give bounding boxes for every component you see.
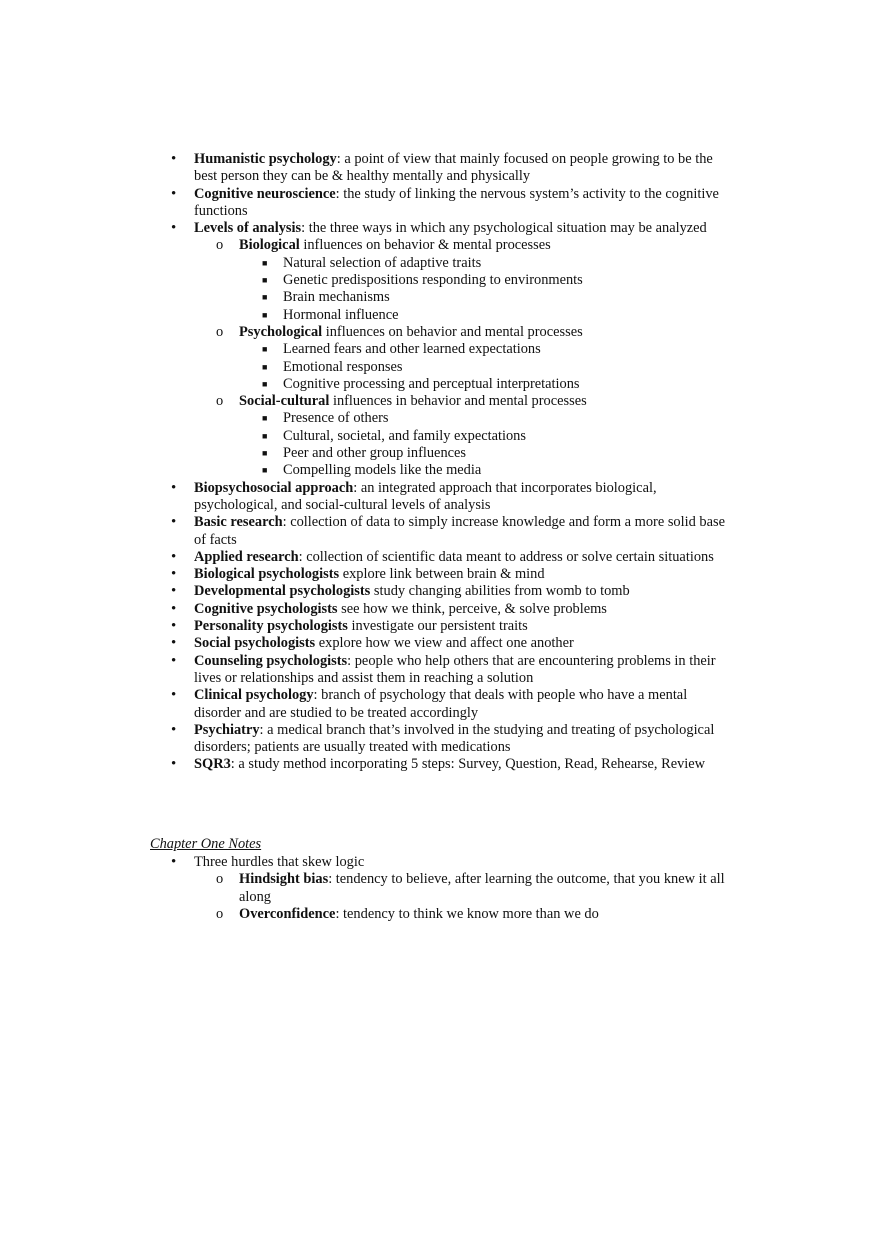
bullet-marker: •: [171, 618, 177, 635]
list-item-level-3: [0, 359, 743, 376]
list-item-level-3: [0, 410, 743, 427]
term: Developmental psychologists: [194, 583, 371, 600]
list-item-level-1: [0, 583, 734, 600]
term: Social-cultural: [239, 393, 330, 410]
list-item-level-1: [0, 618, 734, 635]
list-item-level-2: [0, 871, 739, 906]
definition-text: : a point of view that mainly focused on people growing to be the best person they can be & healthy mentally and physically: [194, 151, 713, 185]
bullet-marker: •: [171, 721, 177, 738]
bullet-marker: •: [171, 854, 177, 870]
definition-text: : a medical branch that’s involved in the studying and treating of psychological disorders; patients are usually treated with medications: [194, 721, 715, 756]
bullet-marker: •: [171, 566, 177, 583]
bullet-marker: o: [216, 393, 224, 410]
definition-text: Learned fears and other learned expectations: [283, 341, 541, 358]
term: Humanistic psychology: [194, 151, 337, 167]
list-item-level-2: [0, 324, 739, 341]
term: Clinical psychology: [194, 687, 314, 704]
list-item-level-1: [0, 854, 734, 871]
term: Cognitive psychologists: [194, 600, 338, 617]
definition-text: : tendency to believe, after learning the outcome, that you knew it all along: [239, 871, 725, 905]
term: Biological psychologists: [194, 566, 340, 583]
list-item-level-1: [0, 151, 734, 186]
bullet-marker: o: [216, 323, 224, 340]
bullet-marker: ■: [262, 309, 268, 320]
term: Personality psychologists: [194, 618, 348, 635]
definition-text: : a study method incorporating 5 steps: Survey, Question, Read, Rehearse, Review: [230, 756, 706, 773]
definition-text: : people who help others that are encountering problems in their lives or relationships and assist them in reaching a solution: [194, 652, 716, 686]
list-item-level-1: [0, 635, 734, 652]
definition-text: influences in behavior and mental processes: [329, 393, 587, 410]
definition-text: : collection of data to simply increase knowledge and form a more solid base of facts: [194, 514, 725, 548]
definition-text: Natural selection of adaptive traits: [283, 254, 482, 271]
list-item-level-1: [0, 756, 734, 773]
list-item-level-2: [0, 393, 739, 410]
definition-text: Three hurdles that skew logic: [194, 854, 365, 870]
definition-text: see how we think, perceive, & solve problems: [337, 600, 607, 617]
list-item-level-1: [0, 549, 734, 566]
definition-text: influences on behavior and mental processes: [322, 323, 583, 340]
bullet-marker: ■: [262, 257, 268, 268]
term: Biopsychosocial approach: [194, 479, 354, 496]
bullet-marker: •: [171, 635, 177, 652]
bullet-marker: ■: [262, 275, 268, 286]
bullet-marker: ■: [262, 344, 268, 355]
term: Counseling psychologists: [194, 652, 348, 669]
term: SQR3: [194, 756, 231, 773]
bullet-marker: ■: [262, 292, 268, 303]
term: Biological: [239, 237, 300, 254]
bullet-marker: ■: [262, 413, 268, 424]
bullet-marker: o: [216, 905, 224, 922]
list-item-level-3: [0, 445, 743, 462]
list-item-level-2: [0, 237, 739, 254]
list-item-level-3: [0, 341, 743, 358]
list-item-level-1: [0, 722, 734, 757]
bullet-marker: •: [171, 600, 177, 617]
list-item-level-1: [0, 653, 734, 688]
term: Psychiatry: [194, 721, 260, 738]
list-item-level-3: [0, 462, 743, 479]
bullet-marker: •: [171, 514, 177, 531]
bullet-marker: ■: [262, 361, 268, 372]
bullet-marker: ■: [262, 430, 268, 441]
definition-text: explore how we view and affect one another: [315, 635, 574, 652]
definition-text: Brain mechanisms: [283, 289, 390, 306]
definition-text: : the three ways in which any psychological situation may be analyzed: [301, 220, 707, 237]
list-item-level-3: [0, 428, 743, 445]
definition-text: : the study of linking the nervous system’s activity to the cognitive functions: [194, 185, 719, 219]
term: Hindsight bias: [239, 871, 329, 888]
definition-text: Hormonal influence: [283, 306, 399, 323]
definition-text: : branch of psychology that deals with people who have a mental disorder and are studied to be treated accordingly: [194, 687, 688, 721]
definition-text: Peer and other group influences: [283, 445, 467, 462]
bullet-marker: •: [171, 151, 177, 167]
definition-text: : tendency to think we know more than we do: [335, 905, 599, 922]
term: Cognitive neuroscience: [194, 185, 336, 202]
bullet-marker: •: [171, 652, 177, 669]
list-item-level-3: [0, 255, 743, 272]
bullet-marker: ■: [262, 378, 268, 389]
chapter-notes-list: [0, 854, 880, 923]
notes-list: [0, 151, 880, 774]
term: Social psychologists: [194, 635, 316, 652]
bullet-marker: •: [171, 756, 177, 773]
list-item-level-3: [0, 272, 743, 289]
chapter-heading: Chapter One Notes: [150, 836, 262, 852]
list-item-level-3: [0, 289, 743, 306]
list-item-level-1: [0, 687, 734, 722]
definition-text: influences on behavior & mental processes: [299, 237, 551, 254]
definition-text: study changing abilities from womb to tomb: [370, 583, 630, 600]
definition-text: Emotional responses: [283, 358, 403, 375]
definition-text: Compelling models like the media: [283, 462, 482, 479]
list-item-level-3: [0, 307, 743, 324]
definition-text: : collection of scientific data meant to address or solve certain situations: [298, 548, 714, 565]
bullet-marker: o: [216, 871, 224, 888]
bullet-marker: •: [171, 687, 177, 704]
list-item-level-1: [0, 514, 734, 549]
bullet-marker: •: [171, 548, 177, 565]
term: Levels of analysis: [194, 220, 302, 237]
list-item-level-3: [0, 376, 743, 393]
list-item-level-1: [0, 186, 734, 221]
term: Psychological: [239, 323, 323, 340]
term: Basic research: [194, 514, 283, 531]
bullet-marker: ■: [262, 465, 268, 476]
definition-text: explore link between brain & mind: [339, 566, 545, 583]
bullet-marker: o: [216, 237, 224, 254]
term: Overconfidence: [239, 905, 336, 922]
bullet-marker: ■: [262, 448, 268, 459]
term: Applied research: [194, 548, 299, 565]
bullet-marker: •: [171, 583, 177, 600]
definition-text: : an integrated approach that incorporates biological, psychological, and social-cultural levels of analysis: [194, 479, 657, 513]
list-item-level-1: [0, 566, 734, 583]
definition-text: Cognitive processing and perceptual interpretations: [283, 375, 580, 392]
list-item-level-2: [0, 906, 739, 923]
definition-text: Genetic predispositions responding to environments: [283, 272, 583, 289]
list-item-level-1: [0, 480, 734, 515]
bullet-marker: •: [171, 479, 177, 496]
list-item-level-1: [0, 601, 734, 618]
definition-text: Cultural, societal, and family expectations: [283, 427, 526, 444]
definition-text: investigate our persistent traits: [347, 618, 528, 635]
bullet-marker: •: [171, 185, 177, 202]
definition-text: Presence of others: [283, 410, 389, 427]
bullet-marker: •: [171, 220, 177, 237]
list-item-level-1: [0, 220, 734, 237]
